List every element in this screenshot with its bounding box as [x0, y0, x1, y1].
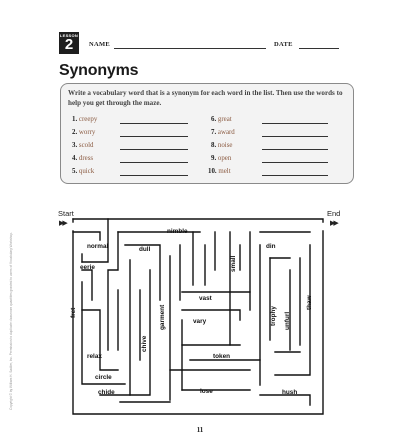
instructions-text: Write a vocabulary word that is a synonym for each word in the list. Then use the words to help you get through the maze.	[68, 89, 343, 107]
end-arrow-icon: ▶▶	[330, 219, 337, 227]
list-item: 10. melt	[208, 168, 231, 175]
maze-end-label: End	[327, 209, 341, 218]
maze-word-din: din	[266, 243, 276, 250]
maze-word-vast: vast	[199, 295, 212, 302]
maze-word-dull: dull	[139, 246, 151, 253]
maze-word-unfurl: unfurl	[284, 311, 291, 330]
date-label: DATE	[274, 41, 293, 48]
maze-word-hush: hush	[282, 389, 298, 396]
lesson-label: LESSON	[59, 33, 79, 38]
list-item: 5. quick	[72, 168, 95, 175]
maze-word-chive: chive	[141, 335, 148, 352]
maze-word-trophy: trophy	[270, 306, 277, 326]
maze-word-garment: garment	[159, 304, 166, 330]
name-label: NAME	[89, 41, 111, 48]
maze-word-small: small	[230, 255, 237, 272]
maze-start-label: Start	[58, 209, 74, 218]
maze-word-circle: circle	[95, 374, 112, 381]
maze-word-normal: normal	[87, 243, 109, 250]
lesson-number: 2	[64, 36, 74, 53]
start-arrow-icon: ▶▶	[59, 219, 66, 227]
list-item: 9. open	[211, 155, 232, 162]
maze-word-eerie: eerie	[80, 264, 95, 271]
copyright-notice: Copyright © by William H. Sadlier, Inc. Permission to duplicate classroom quantities granted to users of Vocabulary Workshop.	[9, 232, 13, 410]
maze-word-lose: lose	[200, 388, 213, 395]
maze-word-vary: vary	[193, 318, 207, 325]
list-item: 2. worry	[72, 129, 96, 136]
list-item: 1. creepy	[72, 116, 98, 123]
list-item: 4. dress	[72, 155, 94, 162]
list-item: 6. great	[211, 116, 232, 123]
maze-word-thaw: thaw	[306, 295, 313, 310]
page-title: Synonyms	[59, 62, 139, 79]
maze-word-relax: relax	[87, 353, 102, 360]
list-item: 8. noise	[211, 142, 233, 149]
maze-word-token: token	[213, 353, 231, 360]
list-item: 7. award	[211, 129, 235, 136]
list-item: 3. scold	[72, 142, 94, 149]
page-number: 11	[196, 426, 204, 434]
maze-word-chide: chide	[98, 389, 115, 396]
maze-word-nimble: nimble	[167, 228, 188, 235]
maze-word-fret: fret	[70, 307, 77, 318]
